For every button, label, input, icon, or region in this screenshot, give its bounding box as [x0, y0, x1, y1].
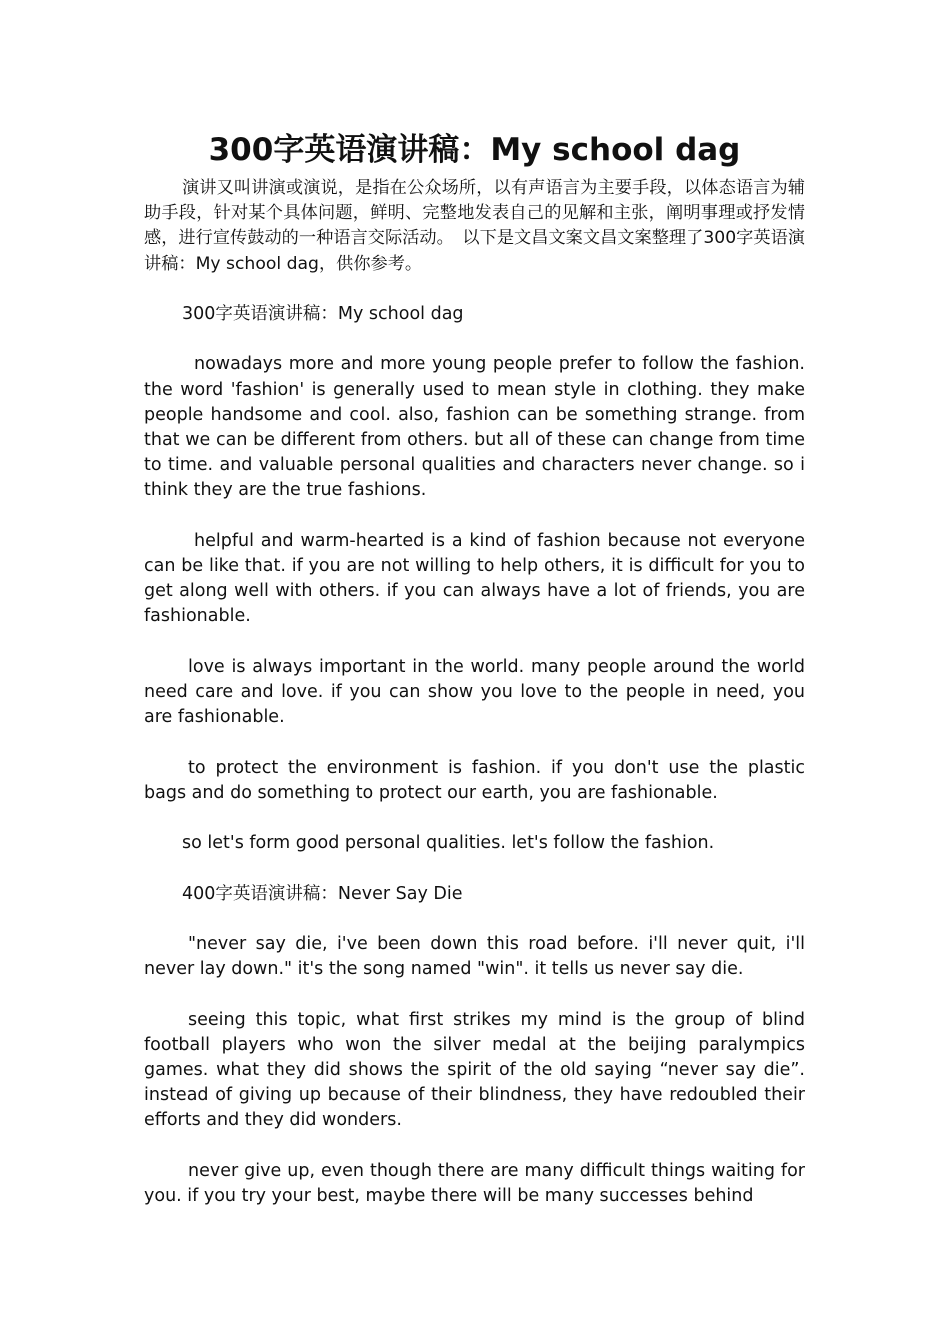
section-heading-never-say-die: 400字英语演讲稿：Never Say Die — [182, 883, 463, 904]
paragraph-love: love is always important in the world. many people around the world need care and love. if you can show you love to the people in need, you are fashionable. — [144, 656, 805, 728]
section-heading-school-dag: 300字英语演讲稿：My school dag — [182, 304, 464, 324]
document-page — [144, 128, 805, 1209]
paragraph-fashion-intro: nowadays more and more young people prefer to follow the fashion. the word 'fashion' is generally used to mean style in clothing. they make people handsome and cool. also, fashion can be something strange. from that we can be different from others. but all of these can change from time to time. and valuable personal qualities and characters never change. so i think they are the true fashions. — [144, 354, 805, 501]
paragraph-helpful: helpful and warm-hearted is a kind of fashion because not everyone can be like that. if you are not willing to help others, it is difficult for you to get along well with others. if you can always have a lot of friends, you are fashionable. — [144, 530, 805, 627]
intro-paragraph: 演讲又叫讲演或演说，是指在公众场所，以有声语言为主要手段，以体态语言为辅助手段，针对某个具体问题，鲜明、完整地发表自己的见解和主张，阐明事理或抒发情感，进行宣传鼓动的一种语言交际活动。 以下是文昌文案文昌文案整理了300字英语演讲稿：My school dag，供你参考。 — [144, 178, 805, 274]
paragraph-never-say-die-song: "never say die, i've been down this road before. i'll never quit, i'll never lay down." it's the song named "win". it tells us never say die. — [144, 933, 805, 980]
paragraph-never-give-up: never give up, even though there are many difficult things waiting for you. if you try your best, maybe there will be many successes behind — [144, 1160, 805, 1206]
document-title: 300字英语演讲稿：My school dag — [208, 132, 741, 168]
paragraph-blind-football: seeing this topic, what first strikes my mind is the group of blind football players who won the silver medal at the beijing paralympics games. what they did shows the spirit of the old saying “never say die”. instead of giving up because of their blindness, they have redoubled their efforts and they did wonders. — [144, 1009, 805, 1131]
paragraph-conclusion: so let's form good personal qualities. let's follow the fashion. — [182, 833, 715, 854]
paragraph-environment: to protect the environment is fashion. if you don't use the plastic bags and do something to protect our earth, you are fashionable. — [144, 757, 805, 803]
